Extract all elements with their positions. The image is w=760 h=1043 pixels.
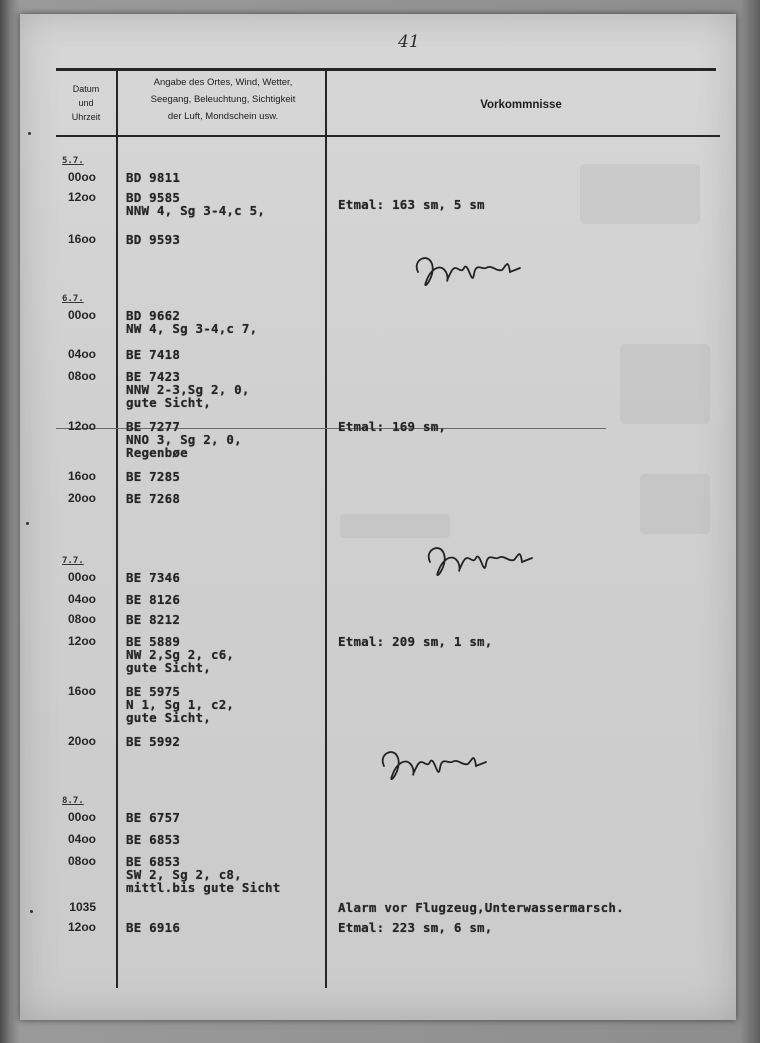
- signature-mark: [376, 736, 496, 796]
- entry-time: 00oo: [67, 570, 96, 584]
- entry-position-weather: [126, 309, 257, 335]
- entry-time: 12oo: [67, 190, 96, 204]
- entry-position-weather: [126, 635, 234, 674]
- entry-time: 00oo: [67, 810, 96, 824]
- entry-line: BE 7268: [126, 491, 181, 506]
- entry-time: 16oo: [67, 469, 96, 483]
- entry-line: BE 5975: [126, 684, 181, 699]
- entry-position-weather: [126, 470, 180, 483]
- entry-line: BE 6757: [126, 810, 181, 825]
- entry-line: gute Sicht,: [126, 710, 211, 725]
- entry-time: 04oo: [67, 832, 96, 846]
- signature-mark: [422, 532, 542, 592]
- entry-event: Etmal: 223 sm, 6 sm,: [338, 920, 493, 935]
- entry-time: 20oo: [67, 734, 96, 748]
- entry-line: gute Sicht,: [126, 660, 211, 675]
- entry-time: 08oo: [67, 854, 96, 868]
- entry-line: NNO 3, Sg 2, 0,: [126, 432, 242, 447]
- entry-position-weather: [126, 191, 265, 217]
- entry-position-weather: [126, 348, 180, 361]
- entry-line: NNW 4, Sg 3-4,c 5,: [126, 203, 266, 218]
- entry-position-weather: [126, 593, 180, 606]
- entry-line: BE 8126: [126, 592, 181, 607]
- entry-line: BE 6916: [126, 920, 181, 935]
- entry-line: NNW 2-3,Sg 2, 0,: [126, 382, 250, 397]
- top-rule: [56, 68, 716, 71]
- log-sheet: [20, 14, 736, 1020]
- entry-time: 00oo: [67, 308, 96, 322]
- margin-dot: [26, 522, 29, 525]
- entry-event: Etmal: 163 sm, 5 sm: [338, 197, 485, 212]
- entry-line: SW 2, Sg 2, c8,: [126, 867, 242, 882]
- entry-time: 12oo: [67, 920, 96, 934]
- entry-date: 7.7.: [62, 556, 84, 566]
- entry-line: NW 4, Sg 3-4,c 7,: [126, 321, 258, 336]
- entry-event: Alarm vor Flugzeug,Unterwassermarsch.: [338, 900, 624, 915]
- entry-line: NW 2,Sg 2, c6,: [126, 647, 235, 662]
- bleed-through: [580, 164, 700, 224]
- signature-mark: [410, 242, 530, 302]
- entry-position-weather: [126, 370, 250, 409]
- entry-line: BE 6853: [126, 854, 181, 869]
- column-divider-2: [325, 70, 327, 988]
- entry-position-weather: [126, 685, 234, 724]
- entry-line: BE 7285: [126, 469, 181, 484]
- bleed-through: [640, 474, 710, 534]
- margin-dot: [28, 132, 31, 135]
- entry-line: BE 7423: [126, 369, 181, 384]
- entry-time: 08oo: [67, 612, 96, 626]
- entry-position-weather: [126, 833, 180, 846]
- entry-position-weather: [126, 811, 180, 824]
- entry-time: 1035: [69, 900, 96, 914]
- entry-line: BE 6853: [126, 832, 181, 847]
- entry-time: 12oo: [67, 634, 96, 648]
- entry-position-weather: [126, 571, 180, 584]
- entry-line: BE 5889: [126, 634, 181, 649]
- entry-line: BD 9585: [126, 190, 181, 205]
- entry-line: BE 7418: [126, 347, 181, 362]
- entry-event: Etmal: 169 sm,: [338, 419, 447, 434]
- entry-position-weather: [126, 492, 180, 505]
- bleed-through: [620, 344, 710, 424]
- entry-line: BE 7277: [126, 419, 181, 434]
- entry-position-weather: [126, 921, 180, 934]
- entry-line: BD 9811: [126, 170, 181, 185]
- entry-position-weather: [126, 855, 281, 894]
- entry-time: 04oo: [67, 347, 96, 361]
- entry-time: 20oo: [67, 491, 96, 505]
- entry-date: 6.7.: [62, 294, 84, 304]
- column-divider-1: [116, 70, 118, 988]
- entry-line: BE 8212: [126, 612, 181, 627]
- entry-position-weather: [126, 171, 180, 184]
- entry-line: BD 9662: [126, 308, 181, 323]
- margin-dot: [30, 910, 33, 913]
- entry-position-weather: [126, 233, 180, 246]
- entry-time: 00oo: [67, 170, 96, 184]
- entry-line: BE 7346: [126, 570, 181, 585]
- entry-time: 12oo: [67, 419, 96, 433]
- entry-line: BD 9593: [126, 232, 181, 247]
- entry-position-weather: [126, 420, 242, 459]
- entry-date: 5.7.: [62, 156, 84, 166]
- header-location: Angabe des Ortes, Wind, Wetter, Seegang, Beleuchtung, Sichtigkeit der Luft, Mondschein usw.: [150, 77, 296, 122]
- entry-line: Regenbøe: [126, 445, 188, 460]
- entry-line: gute Sicht,: [126, 395, 211, 410]
- entry-time: 16oo: [67, 232, 96, 246]
- header-rule: [56, 135, 720, 137]
- entry-time: 16oo: [67, 684, 96, 698]
- entry-position-weather: [126, 735, 180, 748]
- entry-date: 8.7.: [62, 796, 84, 806]
- entry-event: Etmal: 209 sm, 1 sm,: [338, 634, 493, 649]
- entry-line: N 1, Sg 1, c2,: [126, 697, 235, 712]
- entry-position-weather: [126, 613, 180, 626]
- page-number: 41: [398, 32, 420, 52]
- entry-line: BE 5992: [126, 734, 181, 749]
- header-events: Vorkommnisse: [480, 99, 562, 111]
- entry-time: 08oo: [67, 369, 96, 383]
- entry-time: 04oo: [67, 592, 96, 606]
- header-datum: Datum und Uhrzeit: [71, 84, 101, 122]
- entry-line: mittl.bis gute Sicht: [126, 880, 281, 895]
